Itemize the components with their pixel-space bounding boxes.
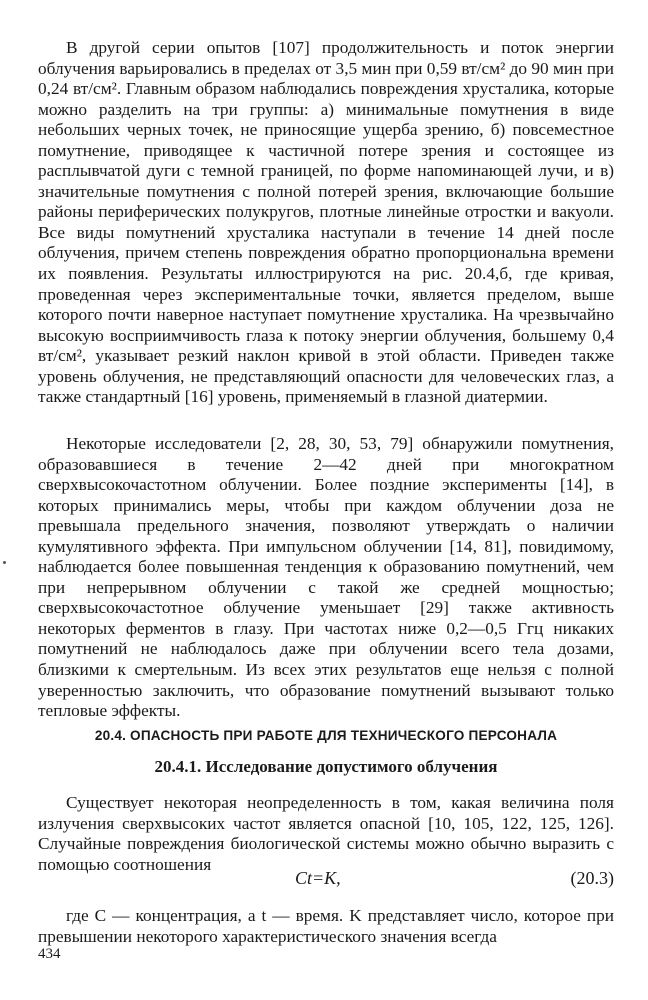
page-number: 434 (38, 946, 61, 962)
paragraph-equation-explanation: где C — концентрация, а t — время. K представляет число, которое при превышении некоторого характеристического значения всегда (38, 906, 614, 946)
equation-20-3 (38, 867, 614, 891)
scan-speck (3, 561, 6, 564)
paragraph-field-uncertainty: Существует некоторая неопределенность в том, какая величина поля излучения сверхвысоких частот является опасной [10, 105, 122, 125, 126]. Случайные повреждения биологической системы можно обычно выразить с помощью соотношения (38, 793, 614, 874)
section-title: 20.4. ОПАСНОСТЬ ПРИ РАБОТЕ ДЛЯ ТЕХНИЧЕСКОГО ПЕРСОНАЛА (94, 728, 558, 743)
paragraph-repeated-irradiation: Некоторые исследователи [2, 28, 30, 53, 79] обнаружили помутнения, образовавшиеся в течение 2—42 дней при многократном сверхвысокочастотном облучении. Более поздние эксперименты [14], в которых принимались меры, чтобы при каждом облучении доза не превышала предельного значения, позволяют утверждать о наличии кумулятивного эффекта. При импульсном облучении [14, 81], повидимому, наблюдается более повышенная тенденция к образованию помутнений, чем при непрерывном облучении с такой же средней мощностью; сверхвысокочастотное облучение уменьшает [29] также активность некоторых ферментов в глазу. При частотах ниже 0,2—0,5 Ггц никаких помутнений не наблюдалось даже при облучении всего тела дозами, близкими к смертельным. Из всех этих результатов еще нельзя с полной уверенностью заключить, что образование помутнений вызывают только тепловые эффекты. (38, 434, 614, 721)
equation-formula: Ct=K, (295, 868, 341, 888)
subsection-title: 20.4.1. Исследование допустимого облучения (154, 757, 498, 776)
equation-number: (20.3) (570, 868, 614, 888)
paragraph-lens-damage-experiments: В другой серии опытов [107] продолжительность и поток энергии облучения варьировались в пределах от 3,5 мин при 0,59 вт/см² до 90 мин при 0,24 вт/см². Главным образом наблюдались повреждения хрусталика, которые можно разделить на три группы: а) минимальные помутнения в виде небольших черных точек, не приносящие ущерба зрению, б) повсеместное помутнение, приводящее к частичной потере зрения и состоящее из расплывчатой дуги с темной границей, по форме напоминающей лучи, и в) значительные помутнения с полной потерей зрения, включающие большие районы периферических полукругов, плотные линейные отростки и вакуоли. Все виды помутнений хрусталика наступали в течение 14 дней после облучения, причем степень повреждения обратно пропорциональна времени их появления. Результаты иллюстрируются на рис. 20.4,б, где кривая, проведенная через экспериментальные точки, является пределом, выше которого почти наверное наступает помутнение хрусталика. На чрезвычайно высокую восприимчивость глаза к потоку энергии облучения, большему 0,4 вт/см², указывает резкий наклон кривой в этой области. Приведен также уровень облучения, не представляющий опасности для человеческих глаз, а также стандартный [16] уровень, применяемый в глазной диатермии. (38, 38, 614, 407)
